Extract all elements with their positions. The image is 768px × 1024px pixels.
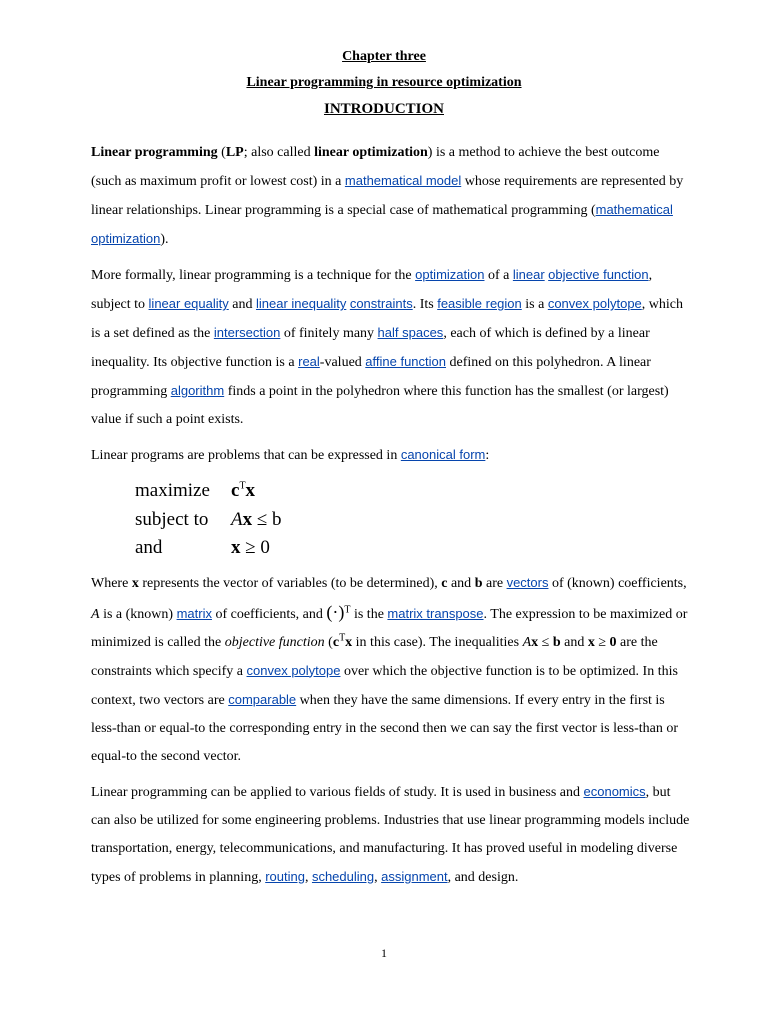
transpose-sup: T	[344, 603, 351, 615]
canonical-form-formula	[135, 477, 691, 563]
vector-x: x	[242, 508, 253, 530]
bold-symbol: b	[552, 634, 561, 650]
chapter-heading: Chapter three	[342, 49, 426, 64]
link-half-spaces[interactable]: half spaces	[377, 325, 444, 340]
text: and	[560, 634, 588, 650]
text: , but can also be utilized for some engineering problems. Industries that use linear programming models include transportation, energy, telecommunications, and manufacturing. It has proved useful in modeling diverse types of problems in planning,	[91, 784, 690, 885]
text: represents the vector of variables (to be determined),	[138, 575, 442, 591]
text: , and design.	[447, 869, 519, 885]
text: and	[228, 297, 256, 312]
link-vectors[interactable]: vectors	[506, 574, 549, 590]
text: are the constraints which specify a	[91, 634, 658, 679]
italic-symbol: A	[91, 606, 100, 622]
link-matrix-transpose[interactable]: matrix transpose	[387, 605, 484, 621]
paragraph-applications	[91, 778, 691, 892]
text: . The expression to be maximized or minimized is called the	[91, 606, 688, 650]
link-assignment[interactable]: assignment	[381, 868, 448, 884]
text: is a	[521, 297, 548, 312]
text: is a (known)	[99, 606, 177, 622]
text: ,	[374, 869, 382, 885]
transpose-sup: T	[239, 480, 246, 492]
text: Where	[91, 575, 132, 591]
link-economics[interactable]: economics	[583, 783, 646, 799]
link-convex-polytope-2[interactable]: convex polytope	[246, 662, 341, 678]
link-canonical-form[interactable]: canonical form	[400, 447, 486, 462]
matrix-a: A	[231, 508, 243, 530]
link-optimization[interactable]: optimization	[415, 267, 485, 282]
text: of coefficients, and	[211, 606, 327, 622]
text: Linear programming can be applied to various fields of study. It is used in business and	[91, 784, 584, 800]
text: ).	[160, 232, 169, 247]
link-matrix[interactable]: matrix	[176, 605, 212, 621]
formula-expression	[231, 534, 270, 563]
formula-row-nonneg	[135, 534, 691, 563]
text: ) is a method to achieve the best outcome (such as maximum profit or lowest cost) in a	[91, 145, 660, 189]
text: in this case). The inequalities	[352, 634, 523, 650]
bold-symbol: c	[441, 575, 448, 591]
text: of a	[484, 268, 513, 283]
term-abbrev: LP	[225, 145, 244, 160]
link-real[interactable]: real	[298, 354, 320, 369]
formula-label: maximize	[135, 480, 210, 501]
formula-label: and	[135, 537, 163, 558]
link-intersection[interactable]: intersection	[213, 325, 281, 340]
vector-c: c	[231, 480, 240, 501]
link-feasible-region[interactable]: feasible region	[437, 296, 522, 311]
text: when they have the same dimensions. If every entry in the first is less-than or equal-to the corresponding entry in the second then we can say the first vector is less-than or equal-to the second vector.	[91, 692, 679, 764]
text: , subject to	[91, 268, 653, 312]
document-body	[91, 139, 691, 899]
bold-symbol: x	[531, 634, 539, 650]
relation: ≥ 0	[240, 537, 270, 558]
text: . Its	[412, 297, 438, 312]
formula-row-constraint	[135, 506, 691, 535]
text: of (known) coefficients,	[548, 575, 687, 591]
link-comparable[interactable]: comparable	[228, 691, 297, 707]
link-objective-function[interactable]: objective function	[548, 267, 649, 282]
text: More formally, linear programming is a technique for the	[91, 268, 416, 283]
bold-symbol: x	[131, 575, 139, 591]
text: , which is a set defined as the	[91, 297, 683, 341]
text: (	[324, 634, 333, 650]
link-scheduling[interactable]: scheduling	[311, 868, 375, 884]
text: defined on this polyhedron. A linear programming	[91, 355, 651, 399]
text: Linear programs are problems that can be expressed in	[91, 448, 401, 463]
link-linear-inequality[interactable]: linear inequality	[255, 296, 347, 311]
italic-term: objective function	[224, 634, 325, 650]
link-mathematical-model[interactable]: mathematical model	[344, 173, 462, 188]
text: and	[447, 575, 475, 591]
link-affine-function[interactable]: affine function	[365, 354, 446, 369]
text: :	[485, 448, 490, 463]
chapter-title: Linear programming in resource optimization	[246, 75, 522, 90]
link-convex-polytope[interactable]: convex polytope	[547, 296, 642, 311]
transpose-operator: (·)	[326, 601, 345, 622]
formula-label: subject to	[135, 508, 209, 530]
bold-symbol: x	[345, 634, 353, 650]
formula-expression	[231, 477, 255, 506]
text: finds a point in the polyhedron where this function has the smallest (or largest) value if such a point exists.	[91, 384, 669, 427]
link-constraints[interactable]: constraints	[349, 296, 413, 311]
relation: ≤ b	[252, 508, 282, 530]
formula-expression	[231, 506, 282, 535]
vector-x: x	[231, 537, 241, 558]
italic-symbol: A	[522, 634, 532, 650]
text: ; also called	[243, 145, 315, 160]
text: are	[482, 575, 507, 591]
paragraph-formal	[91, 261, 691, 434]
text: is the	[350, 606, 388, 622]
transpose-sup: T	[339, 631, 346, 643]
bold-symbol: x	[587, 634, 595, 650]
link-linear[interactable]: linear	[512, 267, 545, 282]
text: , each of which is defined by a linear inequality. Its objective function is a	[91, 326, 650, 370]
text: ≥	[594, 634, 610, 650]
link-algorithm[interactable]: algorithm	[170, 383, 225, 398]
link-mathematical-optimization[interactable]: mathematical optimization	[91, 202, 673, 246]
text: ≤	[538, 634, 553, 650]
bold-symbol: c	[332, 634, 340, 650]
bold-symbol: b	[474, 575, 483, 591]
term-alt: linear optimization	[314, 145, 428, 160]
paragraph-canonical	[91, 441, 691, 470]
paragraph-explanation	[91, 569, 691, 771]
formula-row-objective	[135, 477, 691, 506]
link-linear-equality[interactable]: linear equality	[148, 296, 229, 311]
section-heading: INTRODUCTION	[323, 101, 444, 117]
vector-x: x	[245, 480, 256, 501]
bold-symbol: 0	[609, 634, 617, 650]
text: of finitely many	[280, 326, 378, 341]
term-lp: Linear programming	[91, 145, 218, 160]
text: (	[217, 145, 226, 160]
text: ,	[304, 869, 312, 885]
link-routing[interactable]: routing	[265, 868, 305, 884]
page-number: 1	[381, 946, 387, 960]
text: over which the objective function is to be optimized. In this context, two vectors are	[91, 663, 678, 708]
text: -valued	[319, 355, 366, 370]
paragraph-definition	[91, 139, 691, 254]
text: whose requirements are represented by linear relationships. Linear programming is a special case of mathematical programming (	[91, 174, 684, 218]
